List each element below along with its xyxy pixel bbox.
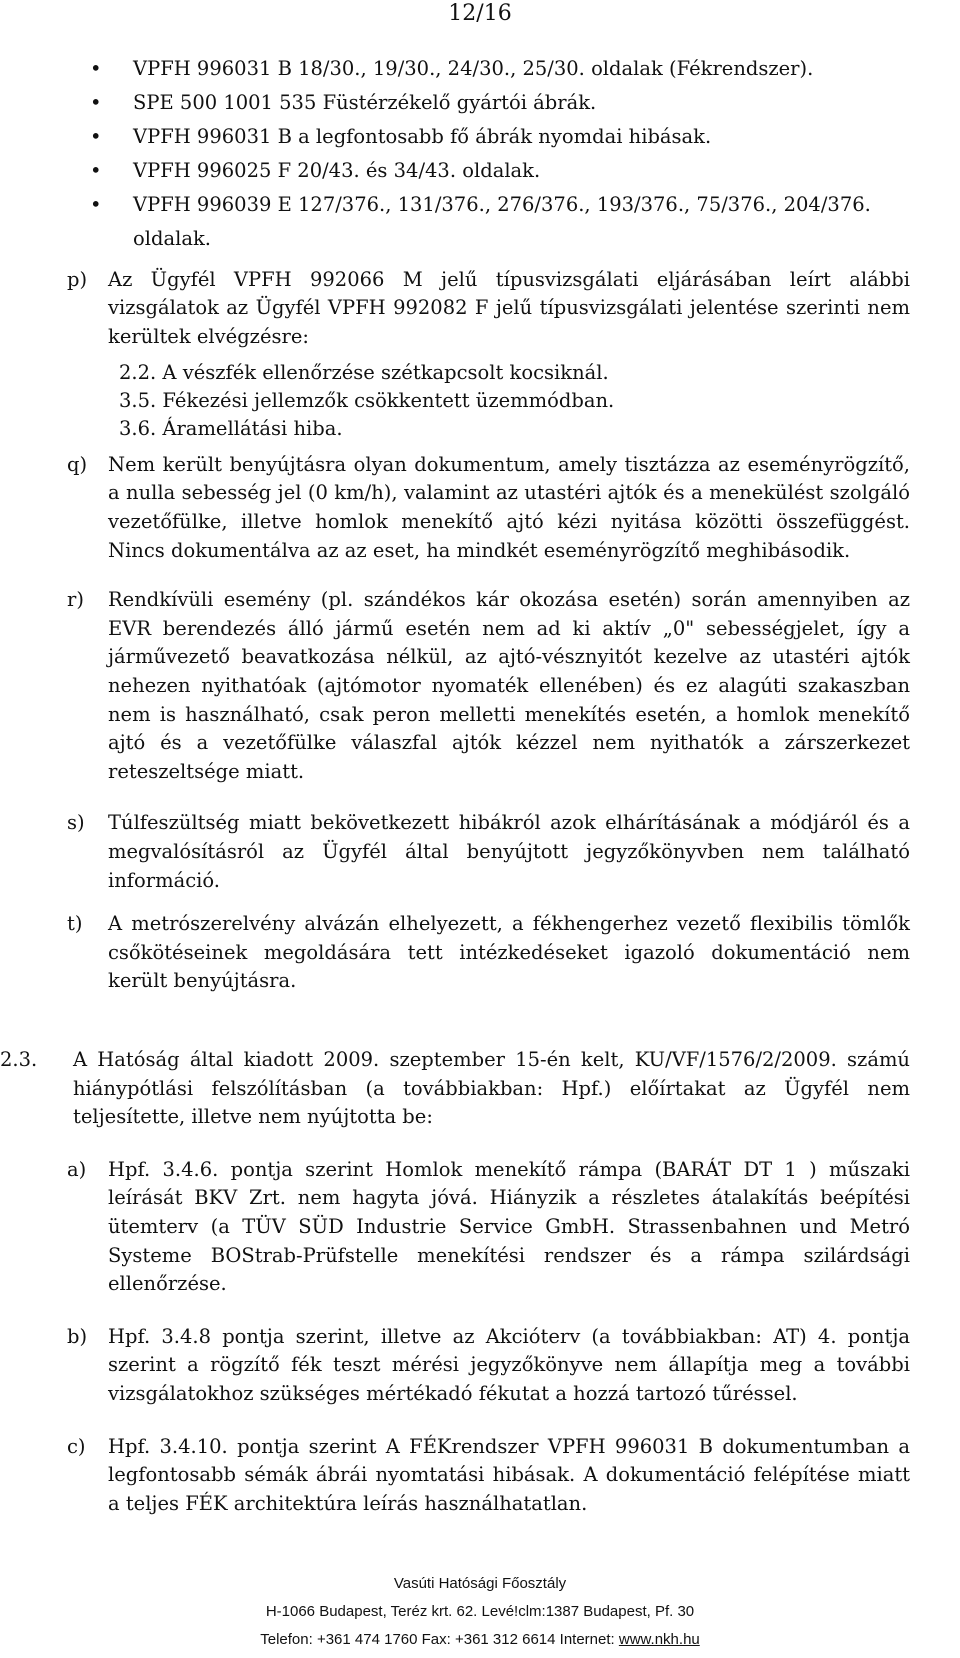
document-body [0, 52, 960, 1518]
bullet-icon: • [90, 125, 102, 148]
bullet-icon: • [90, 159, 102, 182]
section-number: 2.3. [0, 1047, 38, 1071]
item-marker: s) [67, 811, 85, 835]
list-item: • VPFH 996039 E 127/376., 131/376., 276/376., 193/376., 75/376., 204/376. oldalak. [0, 188, 960, 256]
finding-a [67, 1156, 910, 1299]
item-text: Hpf. 3.4.8 pontja szerint, illetve az Akcióterv (a továbbiakban: AT) 4. pontja szerint a rögzítő fék teszt mérési jegyzőkönyve nem állapítja meg a további vizsgálatokhoz szükséges mértékadó fékutat a hozzá tartozó tűréssel. [108, 1324, 910, 1405]
footer-phone-fax: Telefon: +361 474 1760 Fax: +361 312 6614 Internet: [260, 1631, 619, 1648]
item-text: Az Ügyfél VPFH 992066 M jelű típusvizsgálati eljárásában leírt alábbi vizsgálatok az Ügyfél VPFH 992082 F jelű típusvizsgálati jelentése szerinti nem kerültek elvégzésre: [108, 268, 910, 348]
page-footer [0, 1570, 960, 1654]
list-item: • SPE 500 1001 535 Füstérzékelő gyártói ábrák. [0, 86, 960, 120]
list-item: • VPFH 996031 B 18/30., 19/30., 24/30., 25/30. oldalak (Fékrendszer). [0, 52, 960, 86]
list-item: 3.5. Fékezési jellemzők csökkentett üzemmódban. [119, 388, 615, 412]
item-marker: r) [67, 588, 84, 612]
bullet-icon: • [90, 91, 102, 114]
item-text: Túlfeszültség miatt bekövetkezett hibákról azok elhárításának a módjáról és a megvalósításról az Ügyfél által benyújtott jegyzőkönyvben nem található információ. [108, 811, 910, 892]
list-item: • VPFH 996025 F 20/43. és 34/43. oldalak. [0, 154, 960, 188]
footer-department: Vasúti Hatósági Főosztály [393, 1575, 567, 1592]
bullet-icon: • [90, 57, 102, 80]
item-marker: t) [67, 912, 83, 936]
item-text: Rendkívüli esemény (pl. szándékos kár okozása esetén) során amennyiben az EVR berendezés álló jármű esetén nem ad ki aktív „0" sebességjelet, így a járművezető beavatkozása nélkül, az ajtó-vésznyitót kezelve az utastéri ajtók nehezen nyithatóak (ajtómotor nyomaték ellenében) és ez alagúti szakaszban nem is használható, csak peron melletti menekítés esetén, a homlok menekítő ajtó és a vezetőfülke válaszfal ajtók kézzel nem nyithatók a zárszerkezet reteszeltsége miatt. [108, 588, 910, 783]
section-text: A Hatóság által kiadott 2009. szeptember 15-én kelt, KU/VF/1576/2/2009. számú hiánypótlási felszólításban (a továbbiakban: Hpf.) előírtakat az Ügyfél nem teljesítette, illetve nem nyújtotta be: [73, 1047, 910, 1129]
footer-contact [0, 1626, 960, 1654]
item-marker: p) [67, 268, 88, 291]
section-2-3 [0, 1046, 910, 1132]
item-text: Hpf. 3.4.10. pontja szerint A FÉKrendszer VPFH 996031 B dokumentumban a legfontosabb sémák ábrái nyomtatási hibásak. A dokumentáció felépítése miatt a teljes FÉK architektúra leírás használhatatlan. [108, 1434, 910, 1515]
list-item: • VPFH 996031 B a legfontosabb fő ábrák nyomdai hibásak. [0, 120, 960, 154]
item-text: A metrószerelvény alvázán elhelyezett, a fékhengerhez vezető flexibilis tömlők csőkötéseinek megoldására tett intézkedéseket igazoló dokumentáció nem került benyújtásra. [108, 912, 910, 993]
item-marker: b) [67, 1324, 88, 1348]
missing-tests-list [119, 359, 960, 443]
item-text: Hpf. 3.4.6. pontja szerint Homlok menekítő rámpa (BARÁT DT 1 ) műszaki leírását BKV Zrt. nem hagyta jóvá. Hiányzik a részletes átalakítás beépítési ütemterv (a TÜV SÜD Industrie Service GmbH. Strassenbahnen und Metró Systeme BOStrab-Prüfstelle menekítési rendszer és a rámpa szilárdsági ellenőrzése. [108, 1157, 910, 1296]
finding-r [67, 586, 910, 786]
item-marker: q) [67, 452, 88, 476]
bullet-icon: • [90, 193, 102, 216]
item-marker: a) [67, 1157, 87, 1181]
item-text: Nem került benyújtásra olyan dokumentum, amely tisztázza az eseményrögzítő, a nulla sebesség jel (0 km/h), valamint az utastéri ajtók és a menekülést szolgáló vezetőfülke, illetve homlok menekítő ajtó kézi nyitása közötti összefüggést. Nincs dokumentálva az az eset, ha mindkét eseményrögzítő meghibásodik. [108, 452, 910, 562]
website-link[interactable]: www.nkh.hu [618, 1631, 700, 1648]
finding-t [67, 910, 910, 996]
finding-p [67, 266, 910, 351]
document-reference-list [0, 52, 960, 256]
finding-q [67, 451, 910, 565]
list-item: 3.6. Áramellátási hiba. [119, 416, 343, 440]
finding-b [67, 1323, 910, 1409]
footer-address: H-1066 Budapest, Teréz krt. 62. Levé!clm:1387 Budapest, Pf. 30 [265, 1603, 695, 1620]
finding-s [67, 809, 910, 895]
page-number: 12/16 [448, 1, 512, 26]
item-marker: c) [67, 1434, 86, 1458]
list-item: 2.2. A vészfék ellenőrzése szétkapcsolt kocsiknál. [119, 360, 609, 384]
finding-c [67, 1433, 910, 1519]
